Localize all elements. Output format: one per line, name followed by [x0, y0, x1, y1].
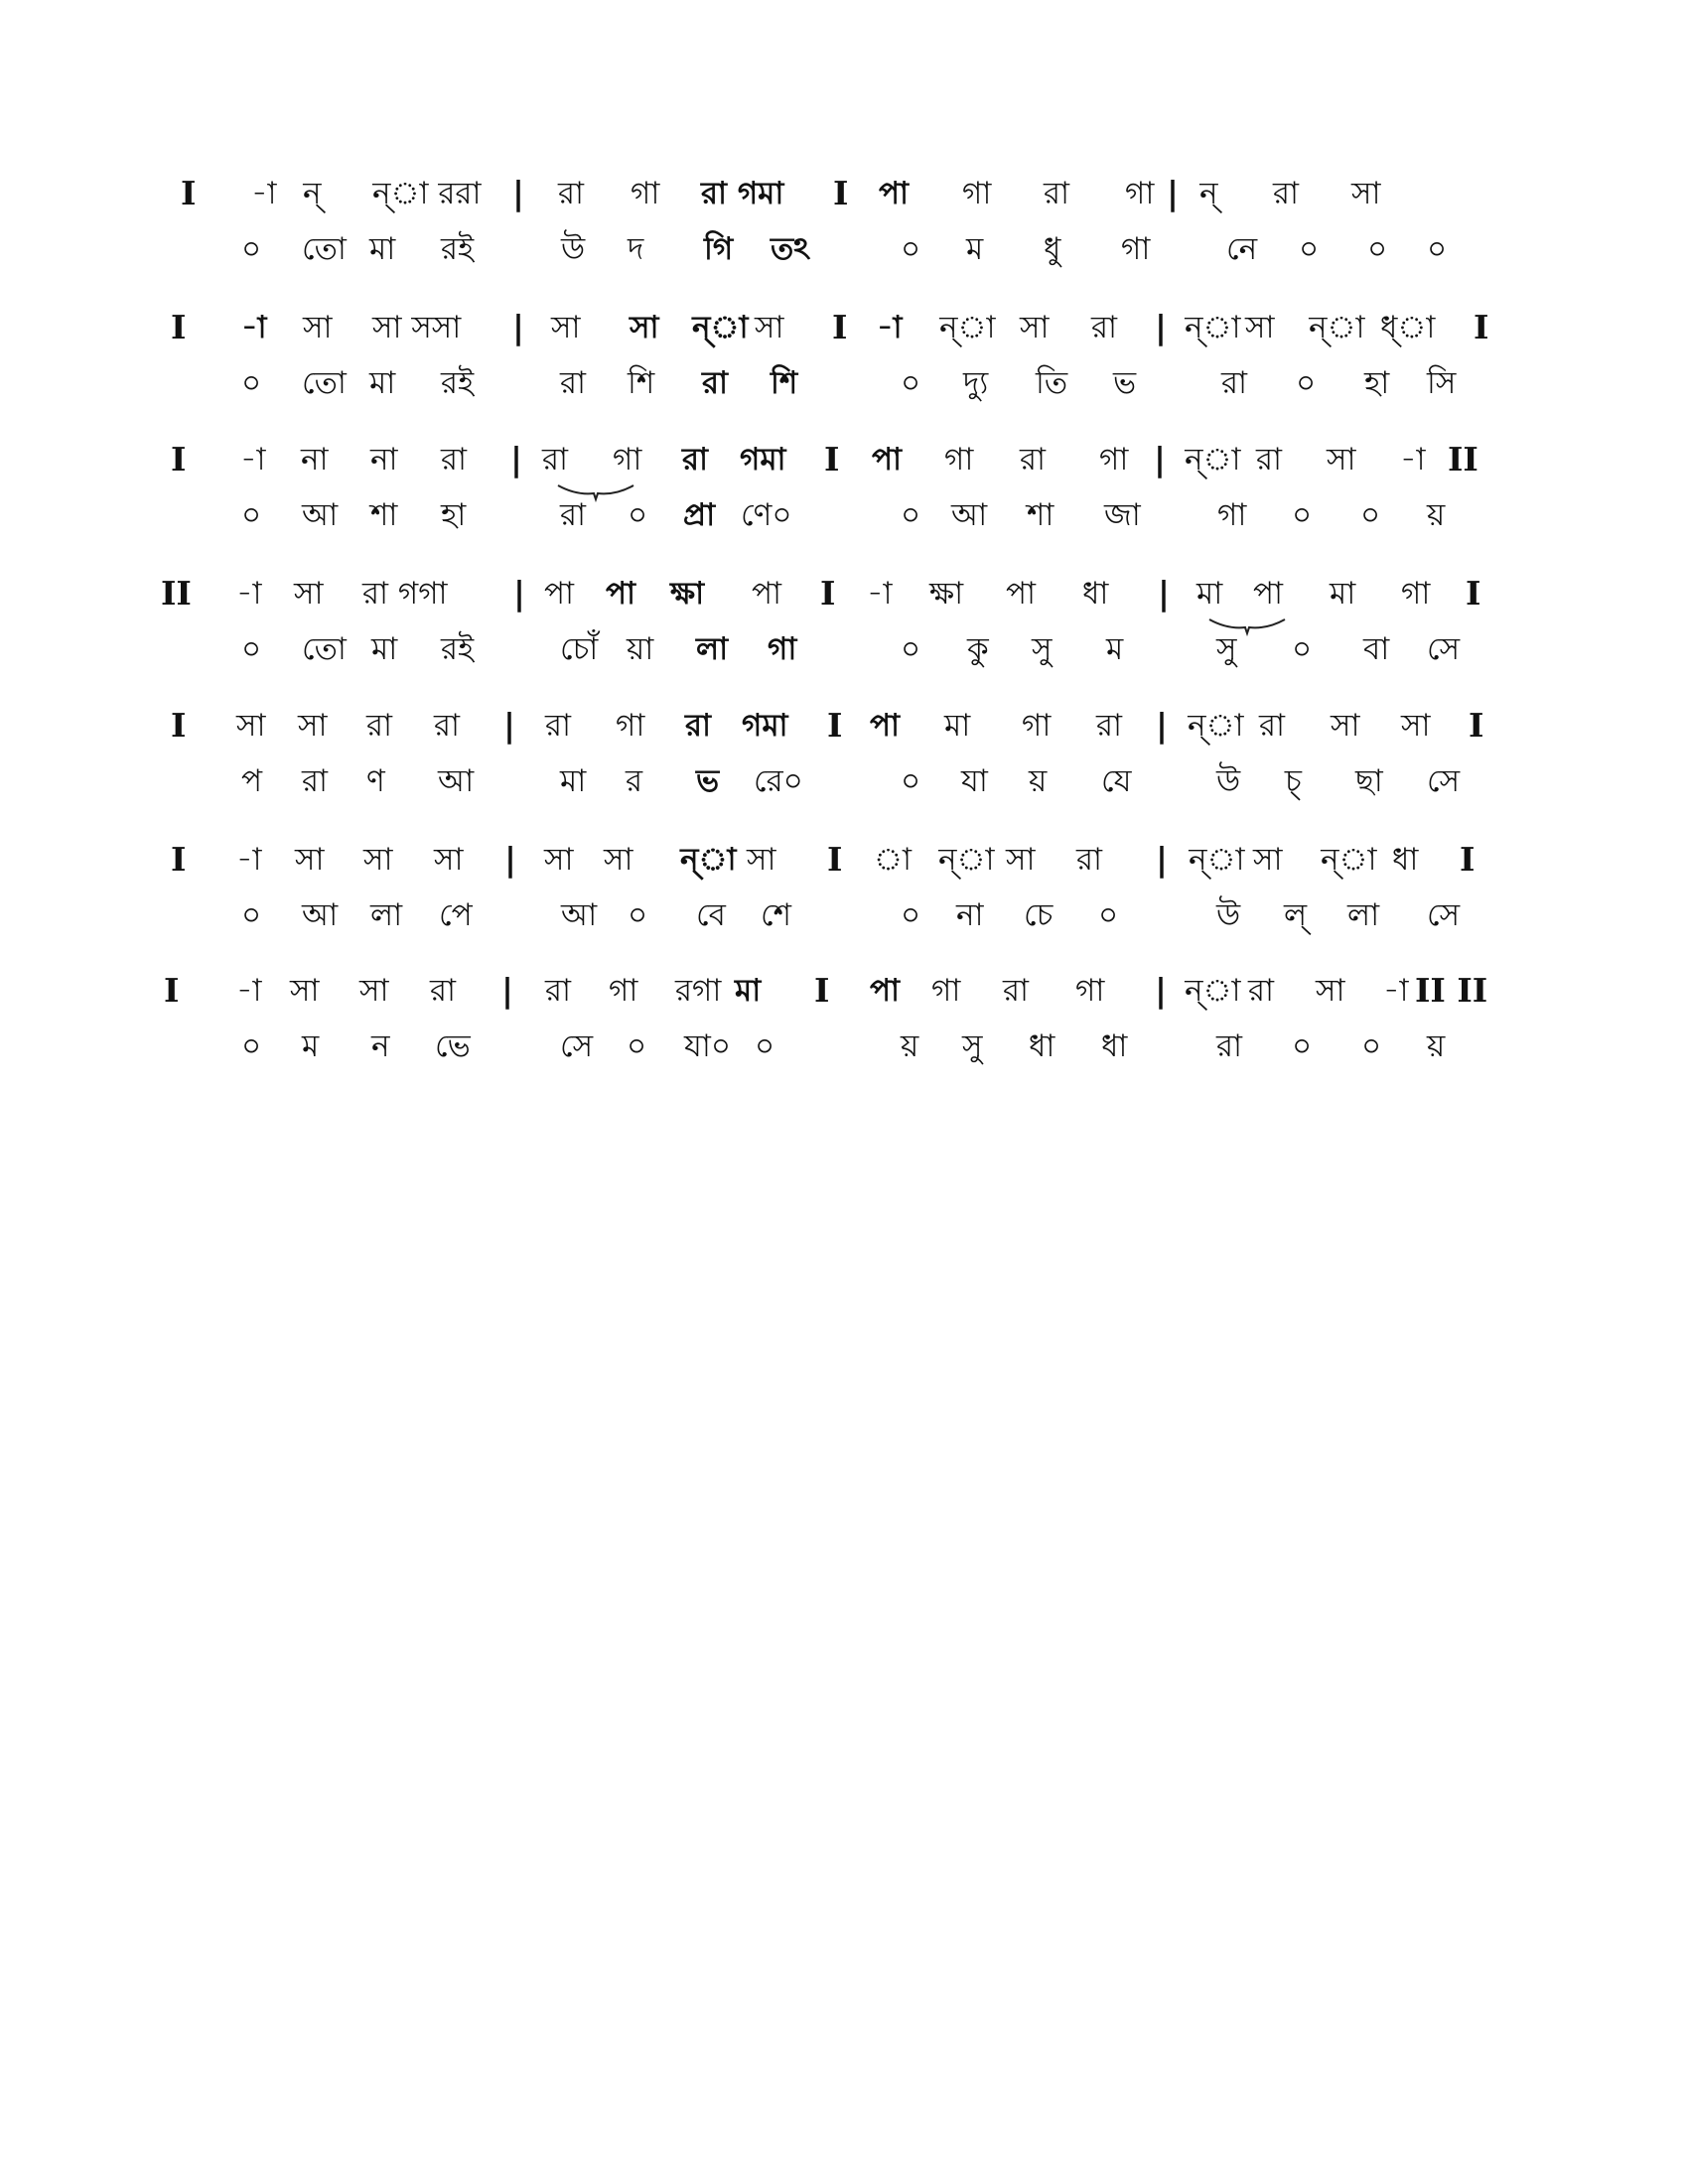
- lyric-syllable: ছা: [1355, 763, 1383, 799]
- lyric-syllable: যে: [1101, 763, 1132, 799]
- note: ক্ষা: [670, 576, 705, 612]
- note: সা: [236, 708, 266, 744]
- lyric-syllable: য়: [1029, 763, 1048, 799]
- note: ধ্া: [1380, 310, 1436, 345]
- lyric-syllable: ম: [302, 1028, 320, 1064]
- note: ন্া ররা: [372, 176, 482, 211]
- note: পা: [870, 708, 901, 744]
- note: ন্: [303, 176, 322, 211]
- lyric-syllable: সে: [1427, 897, 1461, 933]
- measure-bar: I: [1466, 574, 1481, 613]
- lyric-syllable: রে০: [754, 763, 803, 799]
- note: গা: [944, 442, 974, 478]
- note: সা: [303, 310, 333, 345]
- lyric-line: [0, 229, 1688, 269]
- note: রা: [542, 442, 569, 478]
- lyric-syllable: গা: [1217, 497, 1247, 533]
- note: রা: [1256, 442, 1283, 478]
- note: সা: [630, 310, 659, 345]
- note: গা: [931, 973, 961, 1009]
- measure-bar: I: [820, 574, 836, 613]
- lyric-syllable: ০: [1427, 231, 1448, 267]
- measure-bar: I: [171, 440, 187, 478]
- lyric-syllable: ০: [1292, 497, 1313, 533]
- note: ন্া: [1188, 708, 1244, 744]
- lyric-syllable: রই: [441, 631, 475, 667]
- lyric-syllable: শে: [761, 897, 791, 933]
- notation-line: [0, 706, 1688, 746]
- note: রা: [366, 708, 393, 744]
- lyric-syllable: ন: [371, 1028, 390, 1064]
- measure-bar: I: [171, 840, 187, 879]
- note: সা: [295, 842, 325, 878]
- slur-mark: [1207, 615, 1287, 637]
- lyric-syllable: তো: [302, 631, 347, 667]
- beat-separator: |: [504, 840, 517, 879]
- lyric-syllable: রা: [302, 763, 329, 799]
- lyric-syllable: ভে: [435, 1028, 471, 1064]
- lyric-line: [0, 629, 1688, 669]
- lyric-syllable: হা: [441, 497, 467, 533]
- lyric-syllable: দ: [628, 231, 644, 267]
- lyric-syllable: তি: [1036, 365, 1068, 401]
- lyric-syllable: উ: [1216, 897, 1241, 933]
- note: সা: [1331, 708, 1360, 744]
- lyric-syllable: ০: [241, 1028, 262, 1064]
- note: গমা: [740, 442, 786, 478]
- lyric-syllable: রা: [560, 497, 587, 533]
- note: মা: [944, 708, 971, 744]
- notation-line: [0, 174, 1688, 213]
- lyric-line: [0, 895, 1688, 935]
- note: সা: [1253, 842, 1283, 878]
- lyric-syllable: শা: [370, 497, 398, 533]
- lyric-syllable: আ: [302, 497, 339, 533]
- lyric-syllable: ল্: [1284, 897, 1308, 933]
- note: সা: [1316, 973, 1345, 1009]
- lyric-syllable: আ: [951, 497, 988, 533]
- note: গা: [613, 442, 642, 478]
- lyric-syllable: উ: [1216, 763, 1241, 799]
- lyric-syllable: ০: [241, 897, 262, 933]
- note: গমা: [742, 708, 788, 744]
- beat-separator: |: [1156, 840, 1169, 879]
- measure-bar: I: [164, 971, 180, 1010]
- lyric-syllable: গা: [768, 631, 797, 667]
- notation-line: [0, 440, 1688, 479]
- beat-separator: |: [503, 706, 516, 745]
- lyric-syllable: ০: [241, 365, 262, 401]
- note: রা: [1020, 442, 1047, 478]
- note: গা: [962, 176, 992, 211]
- note: রা গমা: [701, 176, 784, 211]
- note: ন্: [1199, 176, 1218, 211]
- measure-bar: I: [181, 174, 197, 212]
- note: -া: [1400, 442, 1426, 478]
- lyric-syllable: ০: [901, 365, 921, 401]
- note: পা: [1006, 576, 1037, 612]
- note: ন্া: [1185, 442, 1241, 478]
- lyric-syllable: ০: [1360, 497, 1381, 533]
- beat-separator: |: [1158, 574, 1171, 613]
- lyric-syllable: ধা: [1101, 1028, 1128, 1064]
- note: সা: [544, 842, 574, 878]
- note: সা: [604, 842, 633, 878]
- note: রা: [1096, 708, 1123, 744]
- note: রা: [545, 973, 572, 1009]
- measure-bar: I: [1474, 308, 1489, 346]
- note: পা: [872, 442, 903, 478]
- measure-bar: II II: [1415, 971, 1488, 1010]
- measure-bar: I: [814, 971, 830, 1010]
- lyric-syllable: চে: [1024, 897, 1054, 933]
- note: পা: [544, 576, 575, 612]
- lyric-syllable: ০: [901, 497, 921, 533]
- lyric-syllable: হা: [1364, 365, 1390, 401]
- lyric-syllable: ০: [1098, 897, 1119, 933]
- note: পা: [870, 973, 901, 1009]
- note: পা: [1253, 576, 1284, 612]
- lyric-syllable: প: [241, 763, 263, 799]
- note: সা: [1006, 842, 1036, 878]
- lyric-syllable: যা০: [684, 1028, 732, 1064]
- lyric-syllable: য়: [901, 1028, 919, 1064]
- lyric-syllable: পে: [439, 897, 473, 933]
- lyric-syllable: লা: [696, 631, 729, 667]
- note: গা: [1022, 708, 1052, 744]
- lyric-syllable: প্রা: [683, 497, 716, 533]
- lyric-syllable: চ্: [1285, 763, 1302, 799]
- lyric-syllable: সি: [1427, 365, 1457, 401]
- note: রা: [434, 708, 461, 744]
- measure-bar: I: [833, 174, 849, 212]
- lyric-syllable: র: [626, 763, 643, 799]
- lyric-syllable: তঽ: [771, 231, 811, 267]
- lyric-syllable: শি: [771, 365, 798, 401]
- lyric-syllable: শি: [628, 365, 655, 401]
- lyric-syllable: ধু: [1044, 231, 1061, 267]
- lyric-syllable: গি: [704, 231, 734, 267]
- lyric-syllable: ০: [241, 497, 262, 533]
- note: সা: [1327, 442, 1356, 478]
- beat-separator: |: [1155, 971, 1168, 1010]
- lyric-syllable: ম: [1106, 631, 1124, 667]
- lyric-syllable: ০: [901, 231, 921, 267]
- lyric-syllable: মা: [560, 763, 587, 799]
- slur-mark: [556, 481, 635, 503]
- note: সা: [294, 576, 324, 612]
- note: রগা: [675, 973, 722, 1009]
- measure-bar: II: [1448, 440, 1478, 478]
- note: সা সসা: [372, 310, 462, 345]
- note: গা: [1075, 973, 1105, 1009]
- lyric-syllable: লা: [370, 897, 403, 933]
- beat-separator: |: [1156, 706, 1169, 745]
- note: পা: [606, 576, 636, 612]
- notation-line: [0, 308, 1688, 347]
- note: গা: [1099, 442, 1129, 478]
- lyric-syllable: ণ: [366, 763, 385, 799]
- note: সা: [755, 310, 784, 345]
- note: -া: [236, 842, 262, 878]
- lyric-syllable: ০: [628, 897, 648, 933]
- note: সা: [747, 842, 776, 878]
- lyric-syllable: ০: [1296, 365, 1317, 401]
- note: গা: [609, 973, 638, 1009]
- lyric-syllable: ০: [901, 631, 921, 667]
- lyric-syllable: ভ: [696, 763, 720, 799]
- beat-separator: |: [513, 574, 526, 613]
- note: রা: [685, 708, 712, 744]
- lyric-syllable: ম: [966, 231, 984, 267]
- lyric-syllable: জা: [1104, 497, 1141, 533]
- lyric-syllable: য়: [1427, 497, 1446, 533]
- lyric-syllable: ০: [241, 631, 262, 667]
- lyric-syllable: না: [956, 897, 984, 933]
- note: -া: [877, 310, 903, 345]
- note: গা: [1401, 576, 1431, 612]
- lyric-syllable: ০: [1299, 231, 1320, 267]
- note: পা: [879, 176, 910, 211]
- lyric-syllable: ধা: [1029, 1028, 1055, 1064]
- lyric-line: [0, 1026, 1688, 1066]
- lyric-syllable: উ: [561, 231, 586, 267]
- lyric-line: [0, 363, 1688, 403]
- note: গা: [1125, 176, 1155, 211]
- lyric-syllable: রা: [702, 365, 729, 401]
- note: মা: [1196, 576, 1223, 612]
- lyric-syllable: চোঁ: [560, 631, 599, 667]
- note: সা: [298, 708, 328, 744]
- lyric-syllable: রই: [441, 365, 475, 401]
- measure-bar: I: [171, 308, 187, 346]
- lyric-syllable: গা: [1121, 231, 1151, 267]
- lyric-syllable: রা: [1216, 1028, 1243, 1064]
- note: রা: [1273, 176, 1300, 211]
- note: ন্া: [692, 310, 749, 345]
- note: -া: [1383, 973, 1409, 1009]
- lyric-syllable: বে: [696, 897, 726, 933]
- lyric-syllable: নে: [1226, 231, 1258, 267]
- measure-bar: I: [827, 840, 843, 879]
- lyric-syllable: সু: [962, 1028, 983, 1064]
- lyric-syllable: ০: [1292, 1028, 1313, 1064]
- note: পা: [752, 576, 782, 612]
- lyric-syllable: য়া: [627, 631, 654, 667]
- lyric-syllable: ০: [901, 897, 921, 933]
- lyric-syllable: রা: [560, 365, 587, 401]
- lyric-syllable: ০: [901, 763, 921, 799]
- beat-separator: |: [512, 174, 525, 212]
- beat-separator: |: [1154, 440, 1167, 478]
- note: রা: [682, 442, 709, 478]
- note: রা: [1076, 842, 1103, 878]
- note: ন্া: [1309, 310, 1365, 345]
- note: ন্া: [938, 842, 995, 878]
- note: সা: [1020, 310, 1050, 345]
- lyric-syllable: রই: [441, 231, 475, 267]
- lyric-line: [0, 495, 1688, 535]
- notation-line: [0, 840, 1688, 880]
- note: -া: [236, 973, 262, 1009]
- note: সা: [363, 842, 393, 878]
- lyric-syllable: সু: [1032, 631, 1053, 667]
- note: না: [370, 442, 398, 478]
- measure-bar: I: [171, 706, 187, 745]
- note: -া: [236, 576, 262, 612]
- note: রা: [545, 708, 572, 744]
- lyric-syllable: ০: [628, 497, 648, 533]
- beat-separator: |: [1155, 308, 1168, 346]
- lyric-syllable: মা: [369, 365, 396, 401]
- note: রা: [558, 176, 585, 211]
- lyric-syllable: ণে০: [741, 497, 792, 533]
- measure-bar: I: [824, 440, 840, 478]
- lyric-syllable: আ: [438, 763, 475, 799]
- note: ন্া: [1189, 842, 1245, 878]
- lyric-syllable: সে: [1427, 763, 1461, 799]
- measure-bar: I: [827, 706, 843, 745]
- note: রা: [1248, 973, 1275, 1009]
- lyric-syllable: সে: [1427, 631, 1461, 667]
- note: গা: [616, 708, 645, 744]
- note: রা: [1044, 176, 1070, 211]
- note: সা: [1245, 310, 1275, 345]
- beat-separator: |: [501, 971, 514, 1010]
- lyric-line: [0, 761, 1688, 801]
- note: গা: [631, 176, 660, 211]
- lyric-syllable: ০: [755, 1028, 775, 1064]
- measure-bar: I: [832, 308, 848, 346]
- note: মা: [1330, 576, 1356, 612]
- note: -া: [240, 442, 266, 478]
- note: া: [874, 842, 913, 878]
- note: ধা: [1082, 576, 1109, 612]
- beat-separator: |: [510, 440, 523, 478]
- lyric-syllable: ০: [1361, 1028, 1382, 1064]
- note: -া: [241, 310, 267, 345]
- note: সা: [434, 842, 464, 878]
- lyric-syllable: কু: [967, 631, 989, 667]
- note: সা: [359, 973, 389, 1009]
- notation-line: [0, 574, 1688, 614]
- lyric-syllable: বা: [1363, 631, 1390, 667]
- lyric-syllable: তো: [302, 231, 347, 267]
- lyric-syllable: আ: [302, 897, 339, 933]
- note: -া: [867, 576, 893, 612]
- lyric-syllable: লা: [1347, 897, 1380, 933]
- note: ধা: [1392, 842, 1419, 878]
- lyric-syllable: আ: [561, 897, 598, 933]
- lyric-syllable: দ্যু: [963, 365, 989, 401]
- lyric-syllable: রা: [1221, 365, 1248, 401]
- note: রা: [1003, 973, 1030, 1009]
- note: রা: [441, 442, 468, 478]
- lyric-syllable: ভ: [1113, 365, 1137, 401]
- lyric-syllable: শা: [1027, 497, 1055, 533]
- lyric-syllable: ০: [1292, 631, 1313, 667]
- lyric-syllable: মা: [371, 631, 398, 667]
- beat-separator: |: [512, 308, 525, 346]
- lyric-syllable: সু: [1216, 631, 1237, 667]
- note: ক্ষা: [929, 576, 964, 612]
- lyric-syllable: যা: [961, 763, 988, 799]
- note: ন্া: [1185, 310, 1241, 345]
- measure-bar: II: [161, 574, 192, 613]
- note: সা: [551, 310, 581, 345]
- lyric-syllable: তো: [302, 365, 347, 401]
- measure-bar: I: [1460, 840, 1476, 879]
- note: না: [301, 442, 329, 478]
- lyric-syllable: ০: [241, 231, 262, 267]
- measure-bar: I: [1469, 706, 1484, 745]
- note: ন্া: [680, 842, 737, 878]
- lyric-syllable: সে: [560, 1028, 594, 1064]
- note: রা: [430, 973, 457, 1009]
- note: সা: [1401, 708, 1431, 744]
- lyric-syllable: মা: [369, 231, 396, 267]
- beat-separator: |: [1167, 174, 1180, 212]
- note: সা: [290, 973, 320, 1009]
- note: -া: [251, 176, 277, 211]
- note: সা: [1351, 176, 1381, 211]
- lyric-syllable: ০: [627, 1028, 647, 1064]
- note: ন্া: [1185, 973, 1241, 1009]
- note: রা গগা: [362, 576, 448, 612]
- note: রা: [1091, 310, 1118, 345]
- lyric-syllable: য়: [1427, 1028, 1446, 1064]
- notation-line: [0, 971, 1688, 1011]
- note: রা: [1259, 708, 1286, 744]
- note: ন্া: [1321, 842, 1377, 878]
- note: ন্া: [939, 310, 996, 345]
- note: মা: [735, 973, 762, 1009]
- lyric-syllable: ০: [1367, 231, 1388, 267]
